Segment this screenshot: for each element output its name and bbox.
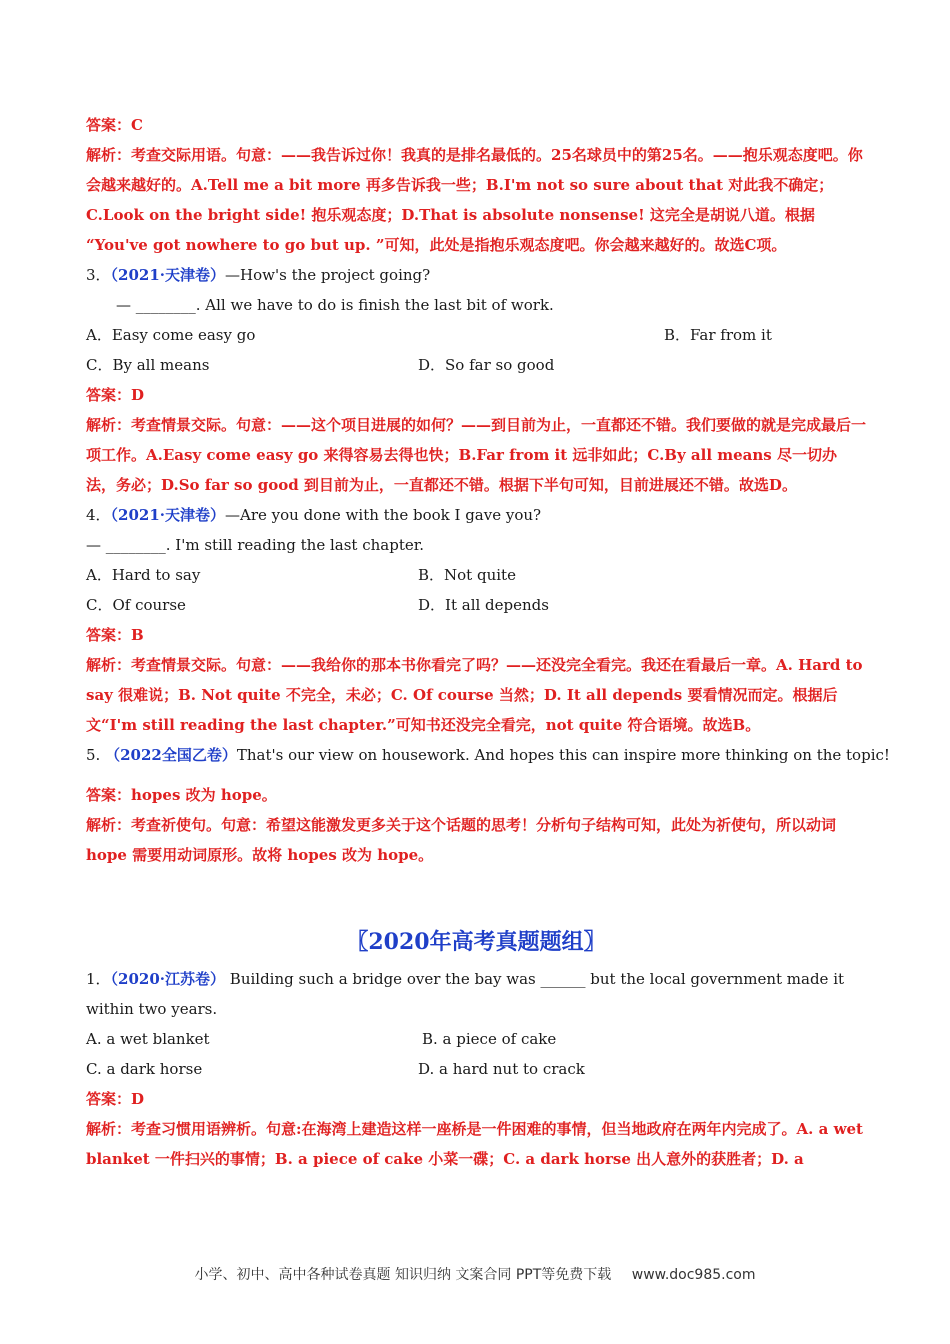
answer: 答案：D — [86, 1090, 145, 1108]
footer-text: 小学、初中、高中各种试卷真题 知识归纳 文案合同 PPT等免费下载 — [194, 1267, 612, 1283]
option-b: B. a piece of cake — [422, 1030, 557, 1048]
options-row — [86, 1054, 866, 1084]
question-text: —How's the project going? — [225, 266, 431, 284]
options-row — [86, 560, 866, 590]
page-footer — [0, 1264, 950, 1284]
question-source: （2021·天津卷） — [110, 266, 226, 284]
options-row — [86, 320, 866, 350]
question-source: （2022全国乙卷） — [105, 746, 237, 764]
analysis: 解析：考查习惯用语辨析。句意:在海湾上建造这样一座桥是一件困难的事情，但当地政府在两年内完成了。A. a wet blanket 一件扫兴的事情；B. a piece of cake 小菜一碟；C. a dark horse 出人意外的获胜者；D. a — [86, 1120, 863, 1168]
question-1 — [86, 964, 866, 1024]
question-number: 3． — [86, 266, 111, 284]
question-number: 4． — [86, 506, 111, 524]
option-a: A．Easy come easy go — [86, 326, 256, 344]
option-d: D. a hard nut to crack — [418, 1060, 585, 1078]
option-b: B．Far from it — [664, 326, 772, 344]
question-source: （2020·江苏卷） — [110, 970, 226, 988]
question-text: Building such a bridge over the bay was ______ but the local government made it within two years. — [86, 970, 845, 1018]
option-a: A. a wet blanket — [86, 1030, 210, 1048]
option-a: A．Hard to say — [86, 566, 201, 584]
option-d: D．So far so good — [418, 356, 555, 374]
question-number: 5. — [86, 746, 106, 764]
question-text: —Are you done with the book I gave you? — [225, 506, 542, 524]
options-row — [86, 1024, 866, 1054]
question-text: That's our view on housework. And hopes this can inspire more thinking on the topic! — [236, 746, 890, 764]
answer: 答案：B — [86, 626, 144, 644]
answer: 答案：hopes 改为 hope。 — [86, 786, 277, 804]
answer: 答案：D — [86, 386, 145, 404]
prev-answer: 答案：C — [86, 116, 143, 134]
analysis: 解析：考查祈使句。句意：希望这能激发更多关于这个话题的思考！分析句子结构可知，此处为祈使句，所以动词 hope 需要用动词原形。故将 hopes 改为 hope。 — [86, 816, 837, 864]
question-number: 1． — [86, 970, 111, 988]
options-row — [86, 590, 866, 620]
analysis: 解析：考查情景交际。句意：——我给你的那本书你看完了吗？——还没完全看完。我还在看最后一章。A. Hard to say 很难说；B. Not quite 不完全，未必；C. Of course 当然；D. It all depends 要看情况而定。根据后文“I'm still reading the last chapter.”可知书还没完全看完，not quite 符合语境。故选B。 — [86, 656, 863, 734]
option-d: D．It all depends — [418, 596, 549, 614]
prev-analysis: 解析：考查交际用语。句意：——我告诉过你！我真的是排名最低的。25名球员中的第25名。——抱乐观态度吧。你会越来越好的。A.Tell me a bit more 再多告诉我一些；B.I'm not so sure about that 对此我不确定；C.Look on the bright side! 抱乐观态度；D.That is absolute nonsense! 这完全是胡说八道。根据 “You've got nowhere to go but up. ”可知，此处是指抱乐观态度吧。你会越来越好的。故选C项。 — [86, 146, 863, 254]
question-4 — [86, 500, 866, 530]
footer-link[interactable]: www.doc985.com — [631, 1267, 756, 1283]
question-source: （2021·天津卷） — [110, 506, 226, 524]
option-c: C．Of course — [86, 596, 186, 614]
question-reply: — ________. I'm still reading the last chapter. — [86, 536, 425, 554]
option-b: B．Not quite — [418, 566, 516, 584]
document-page — [86, 110, 890, 1174]
section-title: 〖2020年高考真题题组〗 — [346, 929, 606, 955]
question-reply: — ________. All we have to do is finish the last bit of work. — [116, 296, 554, 314]
question-3 — [86, 260, 866, 290]
question-5 — [86, 740, 890, 770]
option-c: C. a dark horse — [86, 1060, 203, 1078]
analysis: 解析：考查情景交际。句意：——这个项目进展的如何？——到目前为止，一直都还不错。我们要做的就是完成最后一项工作。A.Easy come easy go 来得容易去得也快；B.Far from it 远非如此；C.By all means 尽一切办法，务必；D.So far so good 到目前为止，一直都还不错。根据下半句可知，目前进展还不错。故选D。 — [86, 416, 867, 494]
option-c: C．By all means — [86, 356, 210, 374]
options-row — [86, 350, 866, 380]
